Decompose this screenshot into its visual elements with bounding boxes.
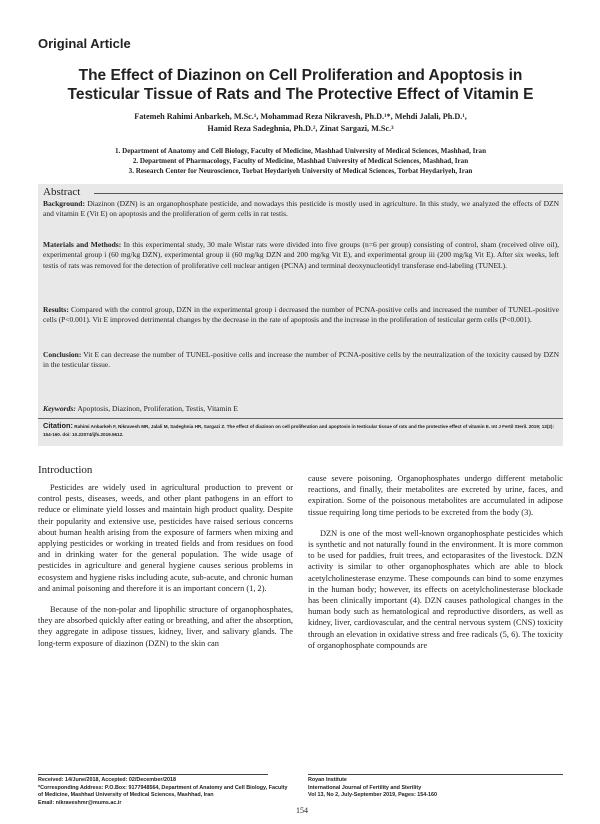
footer-journal-info bbox=[308, 777, 563, 800]
conclusion-label: Conclusion: bbox=[43, 350, 82, 359]
title-line-1: The Effect of Diazinon on Cell Proliferation and Apoptosis in bbox=[78, 67, 523, 84]
article-title bbox=[38, 66, 563, 104]
abstract-results bbox=[43, 305, 559, 326]
affiliation-1: 1. Department of Anatomy and Cell Biology, Faculty of Medicine, Mashhad University of Medical Sciences, Mashhad, Iran bbox=[114, 147, 487, 155]
body-paragraph: cause severe poisoning. Organophosphates undergo different metabolic reactions, and finally, their metabolites are excreted by urine, faces, and expiration. Some of the poisonous metabolites are accumulated in adipose tissue requiring long time periods to be excreted from the body (3). bbox=[308, 474, 563, 517]
affiliation-2: 2. Department of Pharmacology, Faculty of Medicine, Mashhad University of Medical Sciences, Mashhad, Iran bbox=[132, 157, 469, 165]
footer-rule-right bbox=[308, 774, 563, 775]
body-column-right bbox=[308, 473, 563, 651]
corresponding-address: *Corresponding Address: P.O.Box: 9177948564, Department of Anatomy and Cell Biology, Faculty of Medicine, Mashhad University of Medical Sciences, Mashhad, Iran bbox=[38, 784, 288, 799]
abstract-heading: Abstract bbox=[43, 186, 81, 198]
background-label: Background: bbox=[43, 199, 85, 208]
abstract-heading-rule bbox=[94, 193, 563, 194]
keywords-text: Apoptosis, Diazinon, Proliferation, Testis, Vitamin E bbox=[77, 404, 238, 413]
affiliation-3: 3. Research Center for Neuroscience, Torbat Heydariyeh University of Medical Sciences, Torbat Heydariyeh, Iran bbox=[128, 167, 473, 175]
received-dates: Received: 14/June/2018, Accepted: 02/December/2018 bbox=[38, 777, 176, 783]
footer-rule-left bbox=[38, 774, 268, 775]
publisher: Royan Institute bbox=[308, 777, 347, 783]
abstract-conclusion bbox=[43, 350, 559, 371]
article-type-label: Original Article bbox=[38, 36, 131, 51]
conclusion-text: Vit E can decrease the number of TUNEL-positive cells and increase the number of PCNA-positive cells by the neutralization of the toxicity caused by DZN in the testicular tissue. bbox=[43, 350, 559, 370]
footer-received-info bbox=[38, 777, 288, 807]
body-paragraph: Pesticides are widely used in agricultural production to prevent or control pests, diseases, weeds, and other plant pathogens in an effort to reduce or eliminate yield losses and maintain high product quality. Despite their popularity and extensive use, pesticides have raised serious concerns about human health arising from the exposure of farmers when mixing and applying pesticides or working in treated fields and from residues on food and in drinking water for the general population. The wide usage of pesticides in agriculture and general hygiene causes serious problems in ecosystem and hygiene risks including acute, sub-acute, and chronic human and animal poisoning and therefore it is an important concern (1, 2). bbox=[38, 483, 293, 593]
citation bbox=[43, 422, 559, 439]
body-paragraph: DZN is one of the most well-known organophosphate pesticides which is synthetic and not naturally found in the environment. It is more common to be used for paddies, fruit trees, and ectoparasites of the livestock. DZN activity is similar to other organophosphates which are able to block acetylcholinesterase enzyme. These compounds can bind to some enzymes in the human body; however, its effects on acetylcholinesterase blockade has been clinically important (4). DZN causes pathological changes in the human body such as hematological and reproductive disorders, as well as kidney, liver, cardiovascular, and the central nervous system (CNS) toxicity through an elevation in oxidative stress and free radicals (5, 6). The toxicity of organophosphate compounds are bbox=[308, 528, 563, 650]
title-line-2: Testicular Tissue of Rats and The Protective Effect of Vitamin E bbox=[67, 86, 534, 103]
authors-line-2: Hamid Reza Sadeghnia, Ph.D.², Zinat Sargazi, M.Sc.³ bbox=[207, 124, 394, 133]
results-label: Results: bbox=[43, 305, 69, 314]
citation-text: Rahimi Anbarkeh F, Nikravesh MR, Jalali M, Sadeghnia HR, Sargazi Z. The effect of diazinon on cell proliferation and apoptosis in testicular tissue of rats and the protective effect of vitamin E. Int J Fertil Steril. 2019; 13(2): 154-160. doi: 10.22074/ijfs.2019.5612. bbox=[43, 424, 554, 437]
affiliations bbox=[38, 146, 563, 176]
methods-label: Materials and Methods: bbox=[43, 240, 122, 249]
methods-text: In this experimental study, 30 male Wistar rats were divided into five groups (n=6 per group) consisting of control, sham (received olive oil), experimental group i (60 mg/kg DZN), experimental group ii (60 mg/kg DZN and 200 mg/kg Vit E), and experimental group iii (200 mg/kg Vit E). After six weeks, left testis of rats was removed for the detection of proliferative cell nuclear antigen (PCNA) and terminal deoxynucleotidyl transferase end-labeling (TUNEL). bbox=[43, 240, 559, 270]
corresponding-email: Email: nikraveshmr@mums.ac.ir bbox=[38, 799, 122, 806]
results-text: Compared with the control group, DZN in the experimental group i decreased the number of PCNA-positive cells and increased the number of TUNEL-positive cells (P<0.001). Vit E improved detrimental changes by the decrease in the rate of apoptosis and the increase in the proliferation of testicular germ cells (P<0.001). bbox=[43, 305, 559, 325]
abstract-methods bbox=[43, 240, 559, 271]
keywords-label: Keywords: bbox=[43, 404, 76, 413]
author-list bbox=[38, 111, 563, 135]
citation-label: Citation: bbox=[43, 421, 73, 430]
authors-line-1: Fatemeh Rahimi Anbarkeh, M.Sc.¹, Mohammad Reza Nikravesh, Ph.D.¹*, Mehdi Jalali, Ph.D.¹, bbox=[134, 112, 467, 121]
background-text: Diazinon (DZN) is an organophosphate pesticide, and nowadays this pesticide is mostly used in agriculture. In this study, we analyzed the effects of DZN and vitamin E (Vit E) on apoptosis and the proliferation of germ cells in rat testis. bbox=[43, 199, 560, 219]
citation-rule bbox=[38, 418, 563, 419]
journal-name: International Journal of Fertility and Sterility bbox=[308, 784, 422, 791]
body-column-left bbox=[38, 482, 293, 649]
volume-info: Vol 13, No 2, July-September 2019, Pages: 154-160 bbox=[308, 792, 438, 799]
page-number: 154 bbox=[296, 806, 308, 815]
abstract-background bbox=[43, 199, 559, 220]
keywords bbox=[43, 404, 559, 413]
body-paragraph: Because of the non-polar and lipophilic structure of organophosphates, they are absorbed quickly after eating or breathing, and after the absorption, they aggregate in adipose tissues, kidney, liver, and salivary glands. The long-term exposure of diazinon (DZN) to the skin can bbox=[38, 605, 293, 648]
introduction-heading: Introduction bbox=[38, 464, 93, 476]
